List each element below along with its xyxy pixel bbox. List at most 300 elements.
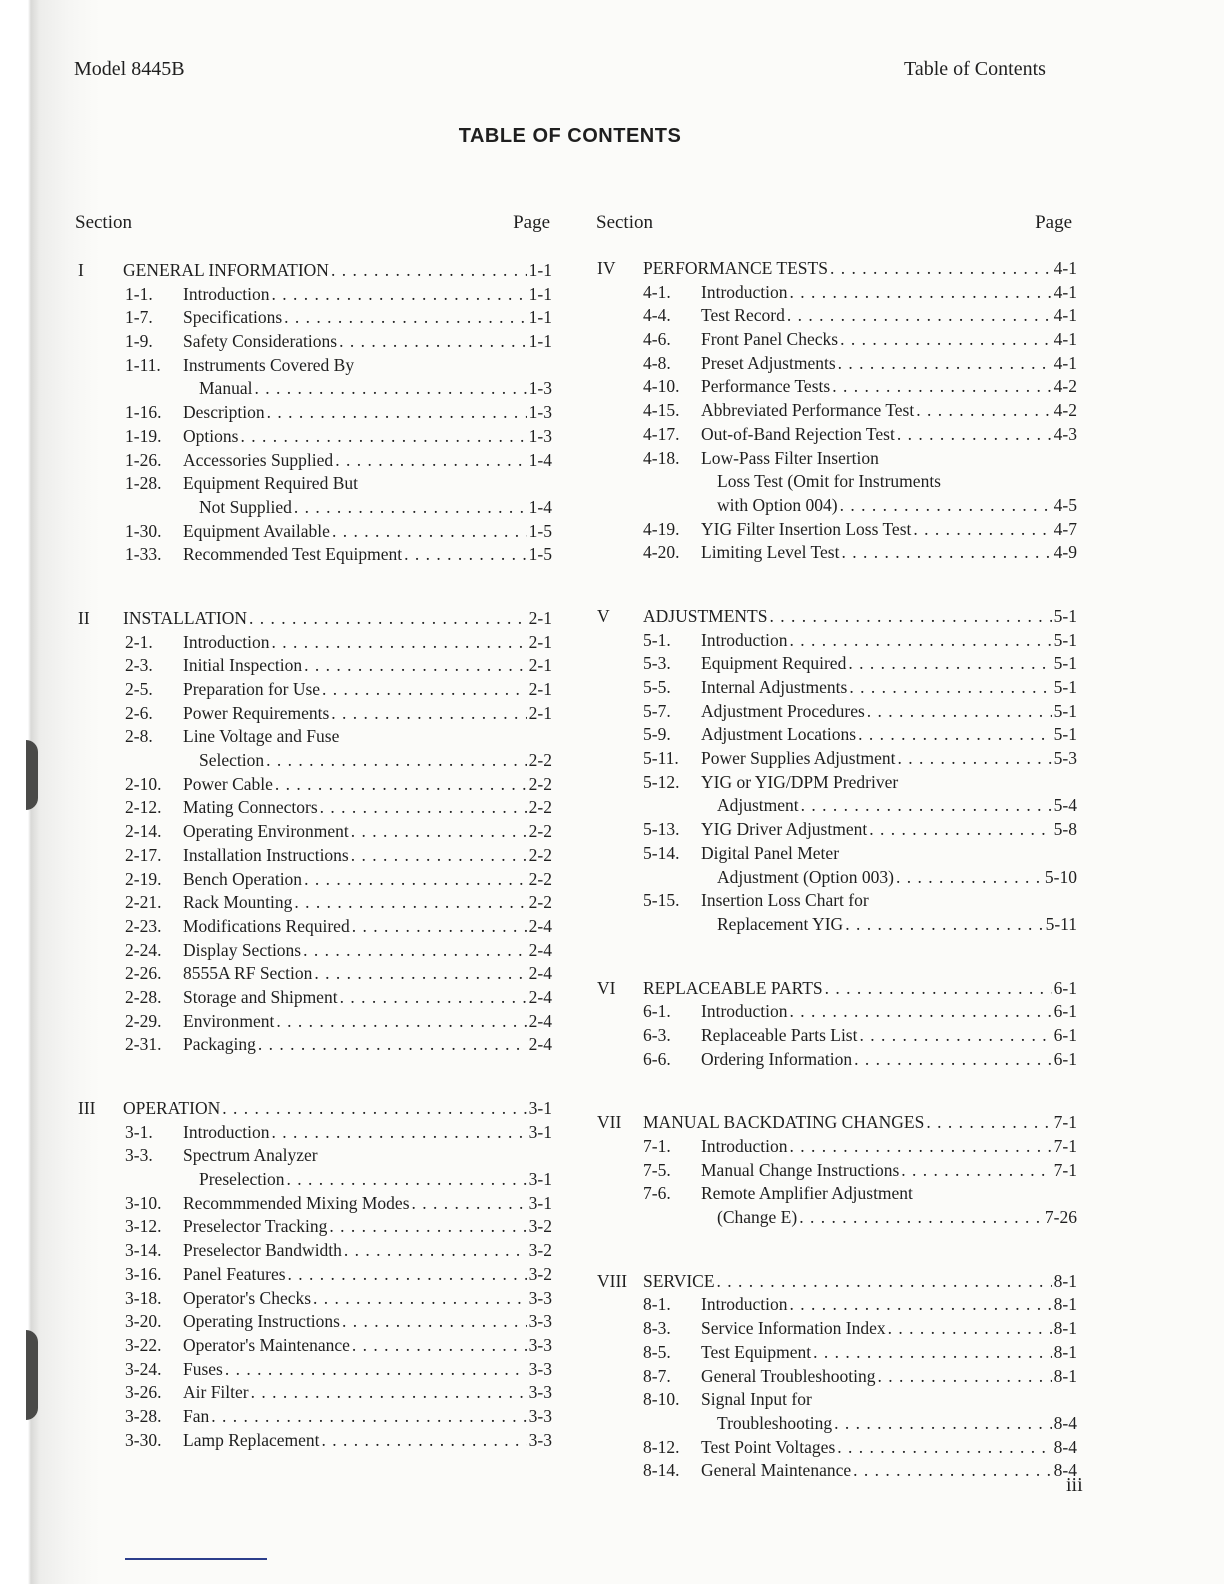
toc-entry-row[interactable] — [78, 425, 552, 449]
toc-line — [183, 1358, 552, 1382]
dot-leader — [832, 375, 1051, 399]
section-gap — [597, 565, 1077, 605]
page-ref: 4-9 — [1053, 542, 1077, 563]
toc-entry-row[interactable] — [78, 330, 552, 354]
toc-entry-row[interactable] — [78, 306, 552, 330]
entry-title: Introduction — [183, 283, 270, 304]
entry-title: Internal Adjustments — [701, 677, 848, 697]
entry-title: Front Panel Checks — [701, 329, 839, 350]
dot-leader — [869, 818, 1051, 842]
toc-entry-row[interactable] — [597, 1317, 1077, 1341]
section-numeral: VIII — [597, 1270, 628, 1291]
toc-entry-row[interactable] — [78, 1334, 552, 1358]
page-ref: 4-1 — [1053, 352, 1077, 373]
toc-entry-row[interactable] — [597, 281, 1077, 305]
toc-entry-row[interactable] — [78, 1429, 552, 1453]
toc-entry-row[interactable] — [78, 1168, 552, 1192]
dot-leader — [266, 749, 527, 773]
entry-title: Storage and Shipment — [183, 986, 338, 1007]
toc-entry-row[interactable] — [78, 939, 552, 963]
entry-number: 2-29. — [125, 1010, 162, 1031]
dot-leader — [901, 1159, 1051, 1183]
toc-line — [701, 1459, 1077, 1483]
dot-leader — [838, 352, 1052, 376]
page-ref: 3-1 — [528, 1192, 552, 1213]
page-ref: 2-2 — [528, 868, 552, 889]
dot-leader — [288, 1263, 527, 1287]
page-ref: 2-1 — [528, 655, 552, 676]
dot-leader — [841, 541, 1051, 565]
toc-entry-row[interactable] — [78, 472, 552, 496]
page-ref: 2-2 — [528, 750, 552, 771]
dot-leader — [787, 304, 1052, 328]
toc-entry-row[interactable] — [78, 915, 552, 939]
entry-number: 5-15. — [643, 890, 680, 911]
dot-leader — [834, 1412, 1052, 1436]
toc-line — [701, 842, 1077, 866]
entry-title: Digital Panel Meter — [701, 842, 840, 863]
section-title: PERFORMANCE TESTS — [643, 258, 828, 278]
entry-title: Operating Environment — [183, 821, 349, 842]
toc-line — [701, 676, 1077, 700]
toc-section-row[interactable] — [597, 257, 1077, 281]
toc-entry-row[interactable] — [597, 375, 1077, 399]
entry-number: 1-16. — [125, 402, 162, 423]
dot-leader — [404, 543, 527, 567]
entry-title: Equipment Required But — [183, 473, 358, 494]
toc-entry-row[interactable] — [597, 842, 1077, 866]
page-ref: 2-1 — [528, 679, 552, 699]
toc-entry-row[interactable] — [78, 543, 552, 567]
entry-number: 7-6. — [643, 1183, 671, 1204]
entry-title: Troubleshooting — [717, 1412, 833, 1433]
toc-entry-row[interactable] — [597, 541, 1077, 565]
toc-line — [183, 1310, 552, 1334]
entry-number: 4-17. — [643, 423, 680, 444]
toc-entry-row[interactable] — [78, 1358, 552, 1382]
dot-leader — [267, 401, 527, 425]
toc-entry-row[interactable] — [78, 401, 552, 425]
entry-number: 4-15. — [643, 400, 680, 421]
entry-number: 3-24. — [125, 1358, 162, 1379]
toc-entry-row[interactable] — [597, 518, 1077, 542]
left-page-heading: Page — [513, 212, 550, 233]
dot-leader — [258, 1033, 527, 1057]
entry-number: 8-14. — [643, 1460, 680, 1481]
toc-line — [183, 891, 552, 915]
toc-line — [123, 607, 552, 631]
toc-line — [717, 913, 1077, 937]
toc-line — [701, 1341, 1077, 1365]
toc-line — [701, 518, 1077, 542]
toc-entry-row[interactable] — [597, 1159, 1077, 1183]
dot-leader — [351, 844, 527, 868]
toc-entry-row[interactable] — [597, 889, 1077, 913]
dot-leader — [897, 747, 1051, 771]
toc-entry-row[interactable] — [78, 844, 552, 868]
page-ref: 1-3 — [528, 402, 552, 423]
entry-title: Limiting Level Test — [701, 542, 840, 563]
page-ref: 5-4 — [1053, 795, 1077, 816]
dot-leader — [790, 629, 1052, 653]
toc-line — [183, 939, 552, 963]
toc-line — [183, 702, 552, 726]
dot-leader — [339, 330, 527, 354]
entry-title: Spectrum Analyzer — [183, 1145, 318, 1166]
toc-entry-row[interactable] — [597, 352, 1077, 376]
dot-leader — [251, 1381, 527, 1405]
entry-number: 2-17. — [125, 844, 162, 865]
toc-section-row[interactable] — [78, 259, 552, 283]
toc-entry-row[interactable] — [78, 631, 552, 655]
dot-leader — [254, 377, 526, 401]
entry-title: (Change E) — [717, 1207, 798, 1228]
page-ref: 5-1 — [1053, 629, 1077, 650]
page-ref: 5-1 — [1053, 677, 1077, 697]
toc-entry-row[interactable] — [597, 304, 1077, 328]
entry-number: 1-28. — [125, 473, 162, 494]
toc-entry-row[interactable] — [597, 771, 1077, 795]
dot-leader — [344, 1239, 527, 1263]
toc-line — [701, 700, 1077, 724]
entry-number: 5-7. — [643, 700, 671, 721]
toc-section-row[interactable] — [597, 1270, 1077, 1294]
toc-entry-row[interactable] — [597, 629, 1077, 653]
entry-title: Adjustment Procedures — [701, 700, 865, 721]
toc-line — [701, 541, 1077, 565]
toc-line — [701, 1317, 1077, 1341]
dot-leader — [848, 652, 1051, 676]
page-ref: 4-2 — [1053, 376, 1077, 397]
page-ref: 5-1 — [1053, 605, 1077, 626]
entry-title: Adjustment Locations — [701, 724, 857, 745]
dot-leader — [240, 425, 526, 449]
dot-leader — [331, 702, 526, 726]
dot-leader — [304, 868, 527, 892]
dot-leader — [314, 962, 526, 986]
toc-entry-row[interactable] — [78, 962, 552, 986]
dot-leader — [284, 306, 527, 330]
toc-line — [183, 868, 552, 892]
toc-entry-row[interactable] — [78, 1215, 552, 1239]
page-ref: 8-1 — [1053, 1341, 1077, 1362]
toc-section-row[interactable] — [78, 607, 552, 631]
toc-line — [701, 1293, 1077, 1317]
entry-title: Power Requirements — [183, 702, 330, 723]
toc-entry-row[interactable] — [597, 676, 1077, 700]
dot-leader — [275, 773, 527, 797]
entry-number: 8-10. — [643, 1389, 680, 1410]
toc-entry-row[interactable] — [78, 1033, 552, 1057]
toc-entry-row[interactable] — [78, 283, 552, 307]
toc-line — [643, 1111, 1077, 1135]
toc-line — [701, 652, 1077, 676]
page-ref: 3-3 — [528, 1382, 552, 1403]
page-ref: 1-1 — [528, 307, 552, 328]
dot-leader — [837, 1436, 1051, 1460]
entry-title: Packaging — [183, 1034, 256, 1055]
toc-entry-row[interactable] — [78, 377, 552, 401]
page-ref: 3-1 — [528, 1169, 552, 1190]
entry-number: 2-26. — [125, 963, 162, 984]
toc-entry-row[interactable] — [597, 913, 1077, 937]
toc-line — [701, 771, 1077, 795]
entry-number: 1-26. — [125, 449, 162, 470]
entry-number: 2-3. — [125, 655, 153, 676]
toc-entry-row[interactable] — [597, 1206, 1077, 1230]
toc-entry-row[interactable] — [78, 1010, 552, 1034]
entry-title: Options — [183, 425, 239, 446]
toc-right-column — [597, 257, 1077, 1483]
toc-entry-row[interactable] — [78, 654, 552, 678]
toc-entry-row[interactable] — [78, 1239, 552, 1263]
page-ref: 7-1 — [1053, 1112, 1077, 1133]
entry-number: 4-4. — [643, 305, 671, 326]
page-ref: 4-2 — [1053, 400, 1077, 421]
entry-number: 2-6. — [125, 702, 153, 723]
toc-entry-row[interactable] — [597, 1365, 1077, 1389]
toc-entry-row[interactable] — [78, 1405, 552, 1429]
dot-leader — [332, 520, 527, 544]
toc-entry-row[interactable] — [78, 1287, 552, 1311]
toc-line — [183, 543, 552, 567]
toc-entry-row[interactable] — [78, 496, 552, 520]
page-number: iii — [1066, 1474, 1083, 1496]
toc-entry-row[interactable] — [597, 1388, 1077, 1412]
entry-title: Adjustment (Option 003) — [717, 866, 894, 887]
toc-entry-row[interactable] — [78, 773, 552, 797]
entry-number: 3-3. — [125, 1145, 153, 1166]
toc-entry-row[interactable] — [597, 1293, 1077, 1317]
toc-line — [701, 352, 1077, 376]
dot-leader — [858, 723, 1052, 747]
toc-line — [183, 820, 552, 844]
entry-number: 1-11. — [125, 354, 161, 375]
page-ref: 2-1 — [528, 607, 552, 628]
entry-number: 2-21. — [125, 892, 162, 913]
toc-entry-row[interactable] — [78, 678, 552, 702]
toc-line — [183, 1287, 552, 1311]
toc-line — [701, 399, 1077, 423]
toc-entry-row[interactable] — [78, 1263, 552, 1287]
page-ref: 8-4 — [1053, 1436, 1077, 1457]
dot-leader — [222, 1097, 526, 1121]
toc-entry-row[interactable] — [78, 702, 552, 726]
page-ref: 3-3 — [528, 1429, 552, 1450]
page-ref: 7-1 — [1053, 1136, 1077, 1156]
toc-entry-row[interactable] — [597, 818, 1077, 842]
dot-leader — [878, 1365, 1052, 1389]
toc-entry-row[interactable] — [597, 700, 1077, 724]
entry-title: Selection — [199, 750, 265, 771]
toc-line — [183, 962, 552, 986]
toc-entry-row[interactable] — [597, 447, 1077, 471]
dot-leader — [294, 891, 526, 915]
entry-title: Abbreviated Performance Test — [701, 400, 915, 421]
toc-entry-row[interactable] — [78, 749, 552, 773]
page-ref: 8-4 — [1053, 1460, 1077, 1481]
page-ref: 3-3 — [528, 1358, 552, 1379]
toc-entry-row[interactable] — [597, 494, 1077, 518]
toc-entry-row[interactable] — [78, 354, 552, 378]
entry-title: Performance Tests — [701, 376, 831, 397]
page-ref: 1-3 — [528, 378, 552, 399]
entry-number: 4-18. — [643, 447, 680, 468]
entry-number: 8-1. — [643, 1294, 671, 1315]
entry-number: 4-20. — [643, 542, 680, 563]
toc-line — [183, 449, 552, 473]
entry-number: 3-26. — [125, 1382, 162, 1403]
toc-line — [701, 723, 1077, 747]
entry-number: 8-3. — [643, 1318, 671, 1339]
dot-leader — [276, 1010, 526, 1034]
toc-section-row[interactable] — [597, 605, 1077, 629]
entry-title: General Troubleshooting — [701, 1365, 876, 1386]
entry-number: 1-7. — [125, 307, 153, 328]
toc-entry-row[interactable] — [597, 794, 1077, 818]
toc-entry-row[interactable] — [597, 747, 1077, 771]
entry-title: Panel Features — [183, 1263, 286, 1284]
entry-number: 2-5. — [125, 679, 153, 699]
dot-leader — [342, 1310, 527, 1334]
dot-leader — [329, 1215, 526, 1239]
dot-leader — [294, 496, 527, 520]
toc-line — [183, 306, 552, 330]
entry-number: 6-1. — [643, 1001, 671, 1022]
entry-number: 3-22. — [125, 1334, 162, 1355]
toc-entry-row[interactable] — [78, 1192, 552, 1216]
entry-number: 5-1. — [643, 629, 671, 650]
entry-title: Remote Amplifier Adjustment — [701, 1183, 913, 1204]
toc-line — [183, 631, 552, 655]
toc-entry-row[interactable] — [78, 1381, 552, 1405]
toc-entry-row[interactable] — [597, 866, 1077, 890]
entry-title: Lamp Replacement — [183, 1429, 320, 1450]
section-title: REPLACEABLE PARTS — [643, 977, 823, 998]
toc-section-row[interactable] — [78, 1097, 552, 1121]
toc-line — [701, 1024, 1077, 1048]
toc-entry-row[interactable] — [597, 1436, 1077, 1460]
entry-number: 2-23. — [125, 915, 162, 936]
toc-entry-row[interactable] — [597, 1135, 1077, 1159]
entry-number: 4-19. — [643, 518, 680, 539]
toc-line — [199, 496, 552, 520]
entry-title: Bench Operation — [183, 868, 303, 889]
page-ref: 2-4 — [528, 963, 552, 984]
page-ref: 5-11 — [1045, 913, 1077, 934]
toc-line — [123, 259, 552, 283]
binder-hole — [26, 740, 38, 810]
toc-entry-row[interactable] — [597, 1024, 1077, 1048]
toc-line — [183, 1334, 552, 1358]
page-ref: 1-4 — [528, 496, 552, 517]
toc-entry-row[interactable] — [597, 723, 1077, 747]
toc-entry-row[interactable] — [78, 520, 552, 544]
toc-section-row[interactable] — [597, 977, 1077, 1001]
section-title: OPERATION — [123, 1098, 221, 1118]
entry-number: 5-12. — [643, 771, 680, 792]
toc-entry-row[interactable] — [78, 725, 552, 749]
toc-entry-row[interactable] — [597, 328, 1077, 352]
toc-entry-row[interactable] — [78, 1310, 552, 1334]
toc-line — [717, 470, 1077, 494]
dot-leader — [926, 1111, 1051, 1135]
toc-line — [701, 328, 1077, 352]
dot-leader — [853, 1459, 1052, 1483]
entry-number: 6-3. — [643, 1024, 671, 1045]
entry-title: Recommmended Mixing Modes — [183, 1192, 410, 1213]
entry-title: Test Point Voltages — [701, 1436, 836, 1457]
page-ref: 4-1 — [1053, 258, 1077, 278]
page-ref: 2-4 — [528, 1010, 552, 1031]
toc-entry-row[interactable] — [78, 868, 552, 892]
dot-leader — [272, 631, 527, 655]
entry-number: 5-3. — [643, 653, 671, 674]
entry-title: Display Sections — [183, 939, 302, 960]
page-ref: 1-1 — [528, 260, 552, 280]
toc-entry-row[interactable] — [597, 652, 1077, 676]
entry-title: Out-of-Band Rejection Test — [701, 423, 895, 444]
toc-line — [717, 794, 1077, 818]
toc-entry-row[interactable] — [597, 1048, 1077, 1072]
toc-entry-row[interactable] — [597, 1000, 1077, 1024]
page-ref: 2-2 — [528, 797, 552, 818]
entry-number: 7-5. — [643, 1159, 671, 1180]
toc-entry-row[interactable] — [78, 1121, 552, 1145]
toc-line — [701, 375, 1077, 399]
dot-leader — [913, 518, 1051, 542]
toc-entry-row[interactable] — [78, 796, 552, 820]
toc-entry-row[interactable] — [597, 470, 1077, 494]
toc-entry-row[interactable] — [78, 1144, 552, 1168]
entry-number: 5-9. — [643, 724, 671, 745]
page-ref: 3-2 — [528, 1263, 552, 1284]
entry-number: 3-28. — [125, 1405, 162, 1426]
page-ref: 6-1 — [1053, 1001, 1077, 1022]
toc-entry-row[interactable] — [597, 1412, 1077, 1436]
entry-number: 3-30. — [125, 1429, 162, 1450]
toc-entry-row[interactable] — [78, 449, 552, 473]
entry-number: 4-10. — [643, 376, 680, 397]
page-ref: 1-3 — [528, 425, 552, 446]
entry-title: Environment — [183, 1010, 275, 1031]
toc-entry-row[interactable] — [597, 1182, 1077, 1206]
page-ref: 2-4 — [528, 1034, 552, 1055]
toc-entry-row[interactable] — [78, 891, 552, 915]
entry-number: 3-14. — [125, 1240, 162, 1261]
toc-line — [643, 1270, 1077, 1294]
toc-line — [183, 1381, 552, 1405]
entry-title: Modifications Required — [183, 915, 350, 936]
entry-number: 8-7. — [643, 1365, 671, 1386]
binder-hole — [26, 1330, 38, 1420]
toc-entry-row[interactable] — [78, 820, 552, 844]
page-ref: 1-5 — [528, 520, 552, 541]
entry-title: Manual Change Instructions — [701, 1159, 900, 1180]
toc-entry-row[interactable] — [597, 1341, 1077, 1365]
dot-leader — [352, 915, 527, 939]
toc-entry-row[interactable] — [597, 1459, 1077, 1483]
toc-entry-row[interactable] — [597, 423, 1077, 447]
entry-title: Operator's Maintenance — [183, 1334, 350, 1355]
entry-title: Introduction — [701, 1001, 788, 1022]
toc-entry-row[interactable] — [78, 986, 552, 1010]
toc-entry-row[interactable] — [597, 399, 1077, 423]
entry-title: Fuses — [183, 1358, 223, 1379]
toc-line — [183, 844, 552, 868]
dot-leader — [897, 423, 1052, 447]
toc-section-row[interactable] — [597, 1111, 1077, 1135]
